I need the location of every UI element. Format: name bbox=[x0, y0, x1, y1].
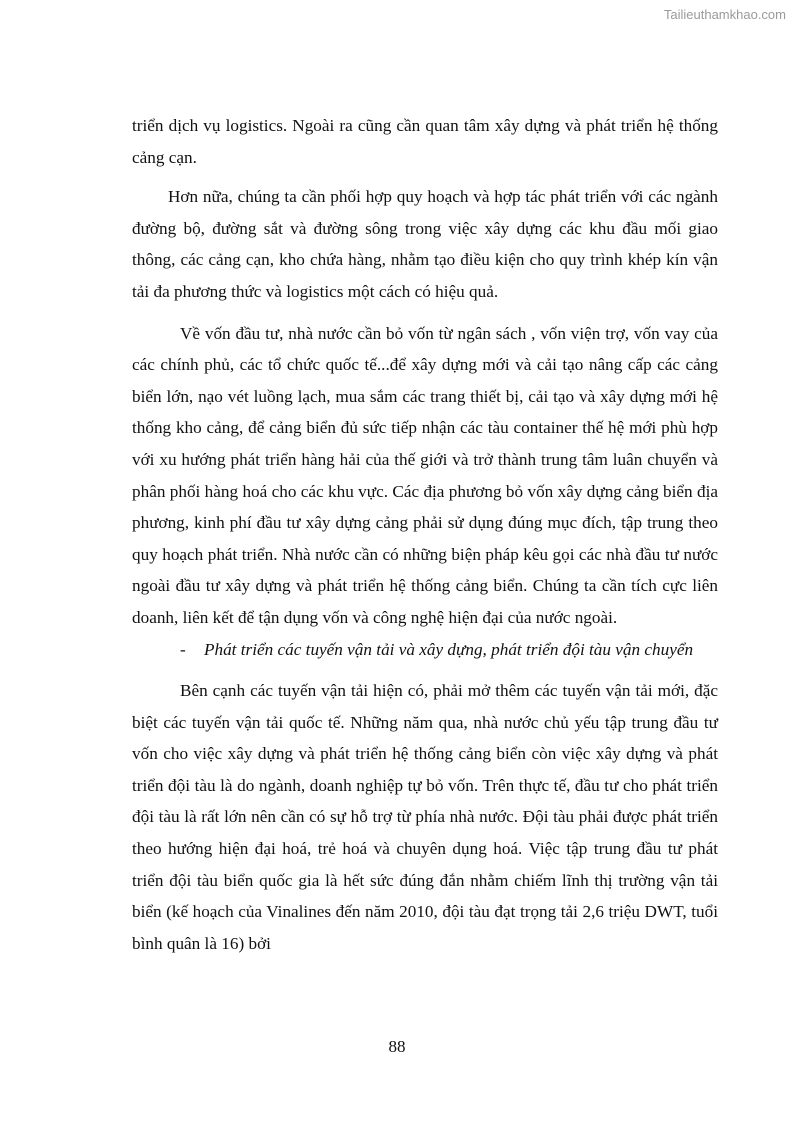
paragraph-investment: Về vốn đầu tư, nhà nước cần bỏ vốn từ ngân sách , vốn viện trợ, vốn vay của các chính phủ, các tổ chức quốc tế...để xây dựng mới và cải tạo nâng cấp các cảng biển lớn, nạo vét luồng lạch, mua sắm các trang thiết bị, cải tạo và xây dựng mới hệ thống kho cảng, để cảng biển đủ sức tiếp nhận các tàu container thế hệ mới phù hợp với xu hướng phát triển hàng hải của thế giới và trở thành trung tâm luân chuyển và phân phối hàng hoá cho các khu vực. Các địa phương bỏ vốn xây dựng cảng biển địa phương, kinh phí đầu tư xây dựng cảng phải sử dụng đúng mục đích, tập trung theo quy hoạch phát triển. Nhà nước cần có những biện pháp kêu gọi các nhà đầu tư nước ngoài đầu tư xây dựng và phát triển hệ thống cảng biển. Chúng ta cần tích cực liên doanh, liên kết để tận dụng vốn và công nghệ hiện đại của nước ngoài. bbox=[132, 323, 718, 627]
paragraph-fleet: Bên cạnh các tuyến vận tải hiện có, phải mở thêm các tuyến vận tải mới, đặc biệt các tuyến vận tải quốc tế. Những năm qua, nhà nước chủ yếu tập trung đầu tư vốn cho việc xây dựng và phát triển hệ thống cảng biển còn việc xây dựng và phát triển đội tàu là do ngành, doanh nghiệp tự bỏ vốn. Trên thực tế, đầu tư cho phát triển đội tàu là rất lớn nên cần có sự hỗ trợ từ phía nhà nước. Đội tàu phải được phát triển theo hướng hiện đại hoá, trẻ hoá và chuyên dụng hoá. Việc tập trung đầu tư phát triển đội tàu biển quốc gia là hết sức đúng đắn nhằm chiếm lĩnh thị trường vận tải biển (kế hoạch của Vinalines đến năm 2010, đội tàu đạt trọng tải 2,6 triệu DWT, tuổi bình quân là 16) bởi bbox=[132, 681, 718, 953]
watermark: Tailieuthamkhao.com bbox=[663, 7, 786, 22]
paragraph-coordination: Hơn nữa, chúng ta cần phối hợp quy hoạch và hợp tác phát triển với các ngành đường bộ, đường sắt và đường sông trong việc xây dựng các khu đầu mối giao thông, các cảng cạn, kho chứa hàng, nhằm tạo điều kiện cho quy trình khép kín vận tải đa phương thức và logistics một cách có hiệu quả. bbox=[132, 187, 718, 301]
continuation-paragraph: triển dịch vụ logistics. Ngoài ra cũng cần quan tâm xây dựng và phát triển hệ thống cảng cạn. bbox=[132, 116, 718, 167]
bullet-heading-text: Phát triển các tuyến vận tải và xây dựng, phát triển đội tàu vận chuyển bbox=[204, 639, 694, 659]
page-number: 88 bbox=[388, 1037, 406, 1056]
bullet-dash: - bbox=[180, 639, 186, 659]
bullet-heading bbox=[132, 634, 718, 666]
page-body bbox=[132, 110, 718, 959]
